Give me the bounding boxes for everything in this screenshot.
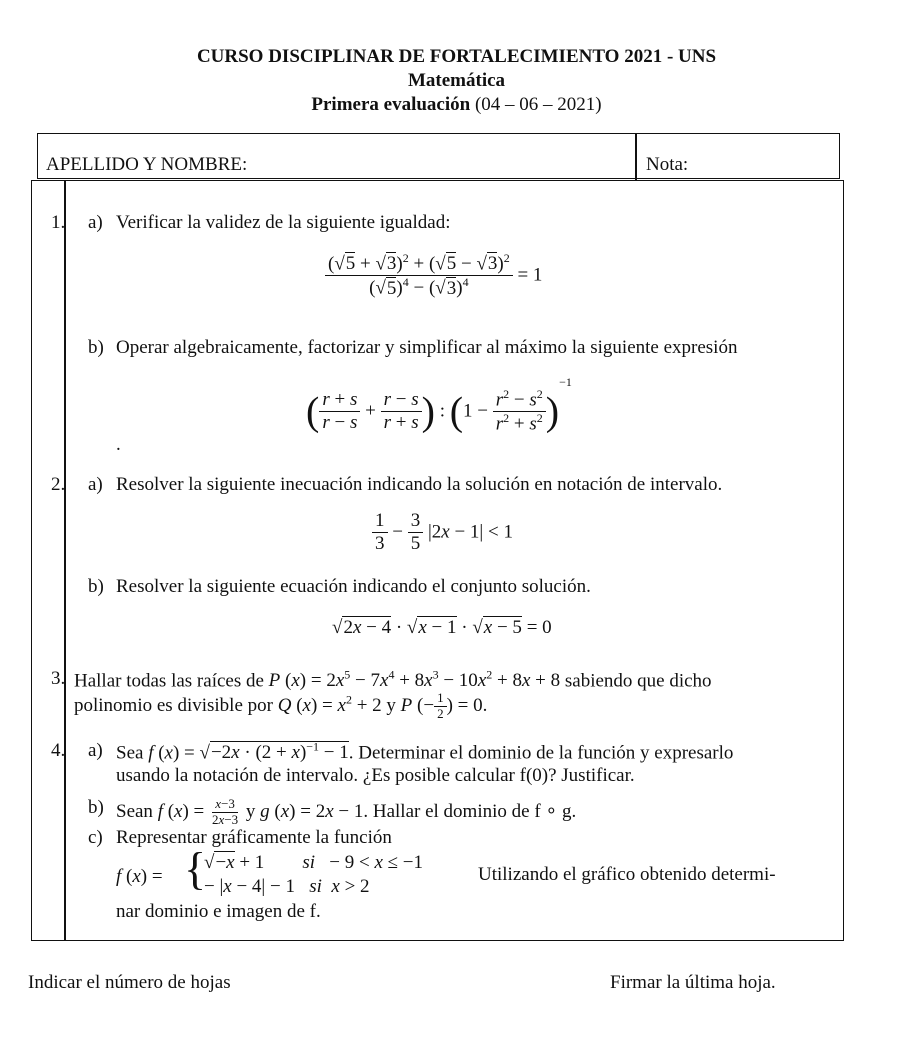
q3-divisor: Q $(x) = x^2 + 2$ [277,692,382,716]
footer-sign-note: Firmar la última hoja. [610,972,776,993]
q2b-text: Resolver la siguiente ecuación indicando el conjunto solución. [116,576,591,597]
question-number-3: 3. [51,668,66,689]
number-column-divider [64,181,66,940]
q1a-formula: $\frac{(√5 + √3)^2 + (√5 - √3)^2}{(√5)^4 - (√3)^4}$ = 1 [325,252,542,299]
q4a-line1 [116,740,733,764]
q3-root-condition: P (− $\frac{1}{2}$ ) = 0. [400,690,488,721]
q4c-line3: nar dominio e imagen de f. [116,901,321,922]
question-number-4: 4. [51,740,66,761]
q3-line2 [74,691,487,722]
q3-line2-mid: y [386,694,396,716]
q4a-post: . Determinar el dominio de la función y expresarlo [348,742,734,764]
q3-line1-pre: Hallar todas las raíces de [74,670,264,692]
q1b-label: b) [88,337,104,358]
name-field-label[interactable]: APELLIDO Y NOMBRE: [46,154,248,175]
q2a-label: a) [88,474,103,495]
q2b-formula: √2x − 4 · √x − 1 · √x − 5 = 0 [332,617,552,638]
q4c-text: Representar gráficamente la función [116,827,392,848]
q4b-post: . Hallar el dominio de f ∘ g. [363,800,577,822]
name-grade-box [37,133,840,179]
q3-line1 [74,668,712,692]
question-number-2: 2. [51,474,66,495]
q4a-label: a) [88,740,103,761]
q1b-formula: ( $\frac{r + s}{r - s}$ + $\frac{r - s}{r + s}$ ) : (1 − $\frac{r^2 - s^2}{r^2 + s^2}$ )$^{-1}$ [306,375,572,435]
q1b-text: Operar algebraicamente, factorizar y simplificar al máximo la siguiente expresión [116,337,738,358]
q3-line2-pre: polinomio es divisible por [74,694,273,716]
subject-title: Matemática [407,70,506,91]
q2a-text: Resolver la siguiente inecuación indicando la solución en notación de intervalo. [116,474,723,495]
q1b-period: . [116,434,121,455]
q2b-label: b) [88,576,104,597]
q3-polynomial: P $(x) = 2x^5 - 7x^4 + 8x^3 - 10x^2 + 8x + 8$ [268,668,561,692]
q4b-label: b) [88,797,104,818]
q1a-text: Verificar la validez de la siguiente igualdad: [116,212,451,233]
grade-field-label[interactable]: Nota: [646,154,689,175]
q4c-piece-1: √−x + 1 si − 9 < x ≤ −1 [204,852,424,873]
q3-line1-post: sabiendo que dicho [564,670,712,692]
q4b-mid: y [245,800,256,822]
q4a-pre: Sea [116,742,144,764]
q1a-label: a) [88,212,103,233]
q4a-line2: usando la notación de intervalo. ¿Es posible calcular f(0)? Justificar. [116,765,635,786]
q4b-line [116,797,576,828]
exam-date: (04 – 06 – 2021) [474,94,602,115]
exam-title [0,94,913,116]
q4a-formula: f $(x) = √-2x \cdot (2 + x)^{-1} - 1$ [148,740,349,764]
q4c-piece-2: − |x − 4| − 1 si x > 2 [204,876,370,897]
q4c-post: Utilizando el gráfico obtenido determi- [478,864,776,885]
footer-sheet-count: Indicar el número de hojas [28,972,231,993]
question-number-1: 1. [51,212,66,233]
divider [635,134,637,180]
course-title: CURSO DISCIPLINAR DE FORTALECIMIENTO 2021 - UNS [196,46,717,67]
q4c-label: c) [88,827,103,848]
exam-name: Primera evaluación [311,94,471,115]
q4b-formula-g: g (x) = 2x − 1 [260,800,364,822]
q2a-formula: $\frac{1}{3}$ − $\frac{3}{5}$ |2x − 1| < 1 [372,510,513,555]
q4b-pre: Sean [116,800,153,822]
q4b-formula-f: f (x) = $\frac{x-3}{2x-3}$ [157,796,239,827]
